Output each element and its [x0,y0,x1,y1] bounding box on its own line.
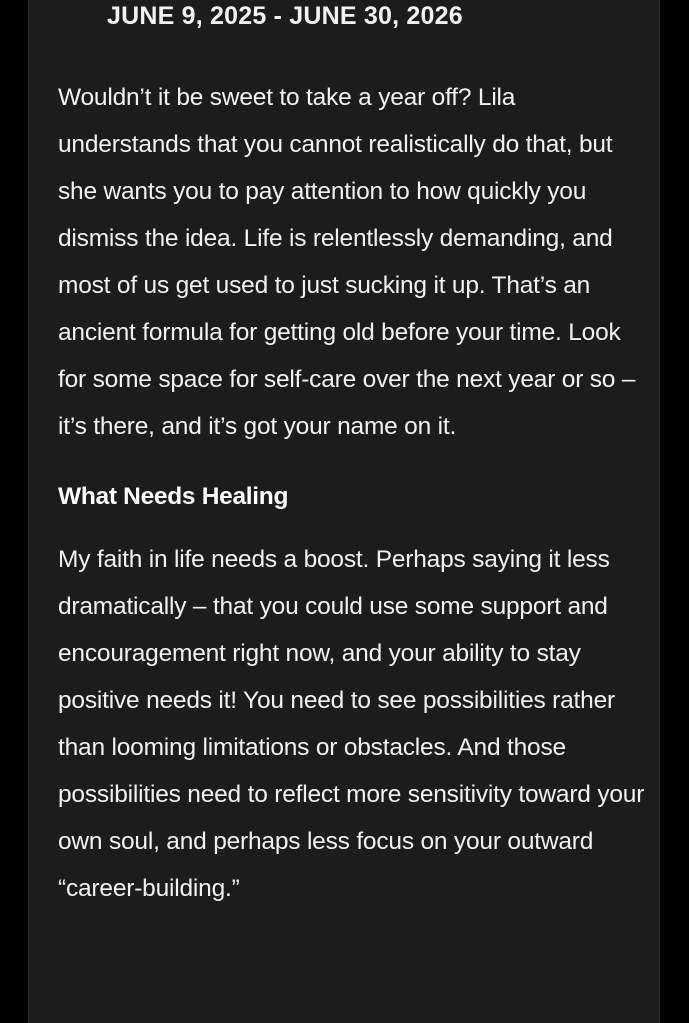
section-heading: What Needs Healing [58,483,289,510]
article-body [58,74,648,912]
paragraph-healing: My faith in life needs a boost. Perhaps saying it less dramatically – that you could use some support and encouragement right now, and your ability to stay positive needs it! You need to see possibilities rather than looming limitations or obstacles. And those possibilities need to reflect more sensitivity toward your own soul, and perhaps less focus on your outward “career-building.” [58,546,645,902]
article-card [28,0,660,1023]
date-range-heading: JUNE 9, 2025 - JUNE 30, 2026 [107,2,463,30]
paragraph-intro: Wouldn’t it be sweet to take a year off? Lila understands that you cannot realistically do that, but she wants you to pay attention to how quickly you dismiss the idea. Life is relentlessly demanding, and most of us get used to just sucking it up. That’s an ancient formula for getting old before your time. Look for some space for self-care over the next year or so – it’s there, and it’s got your name on it. [58,84,636,440]
